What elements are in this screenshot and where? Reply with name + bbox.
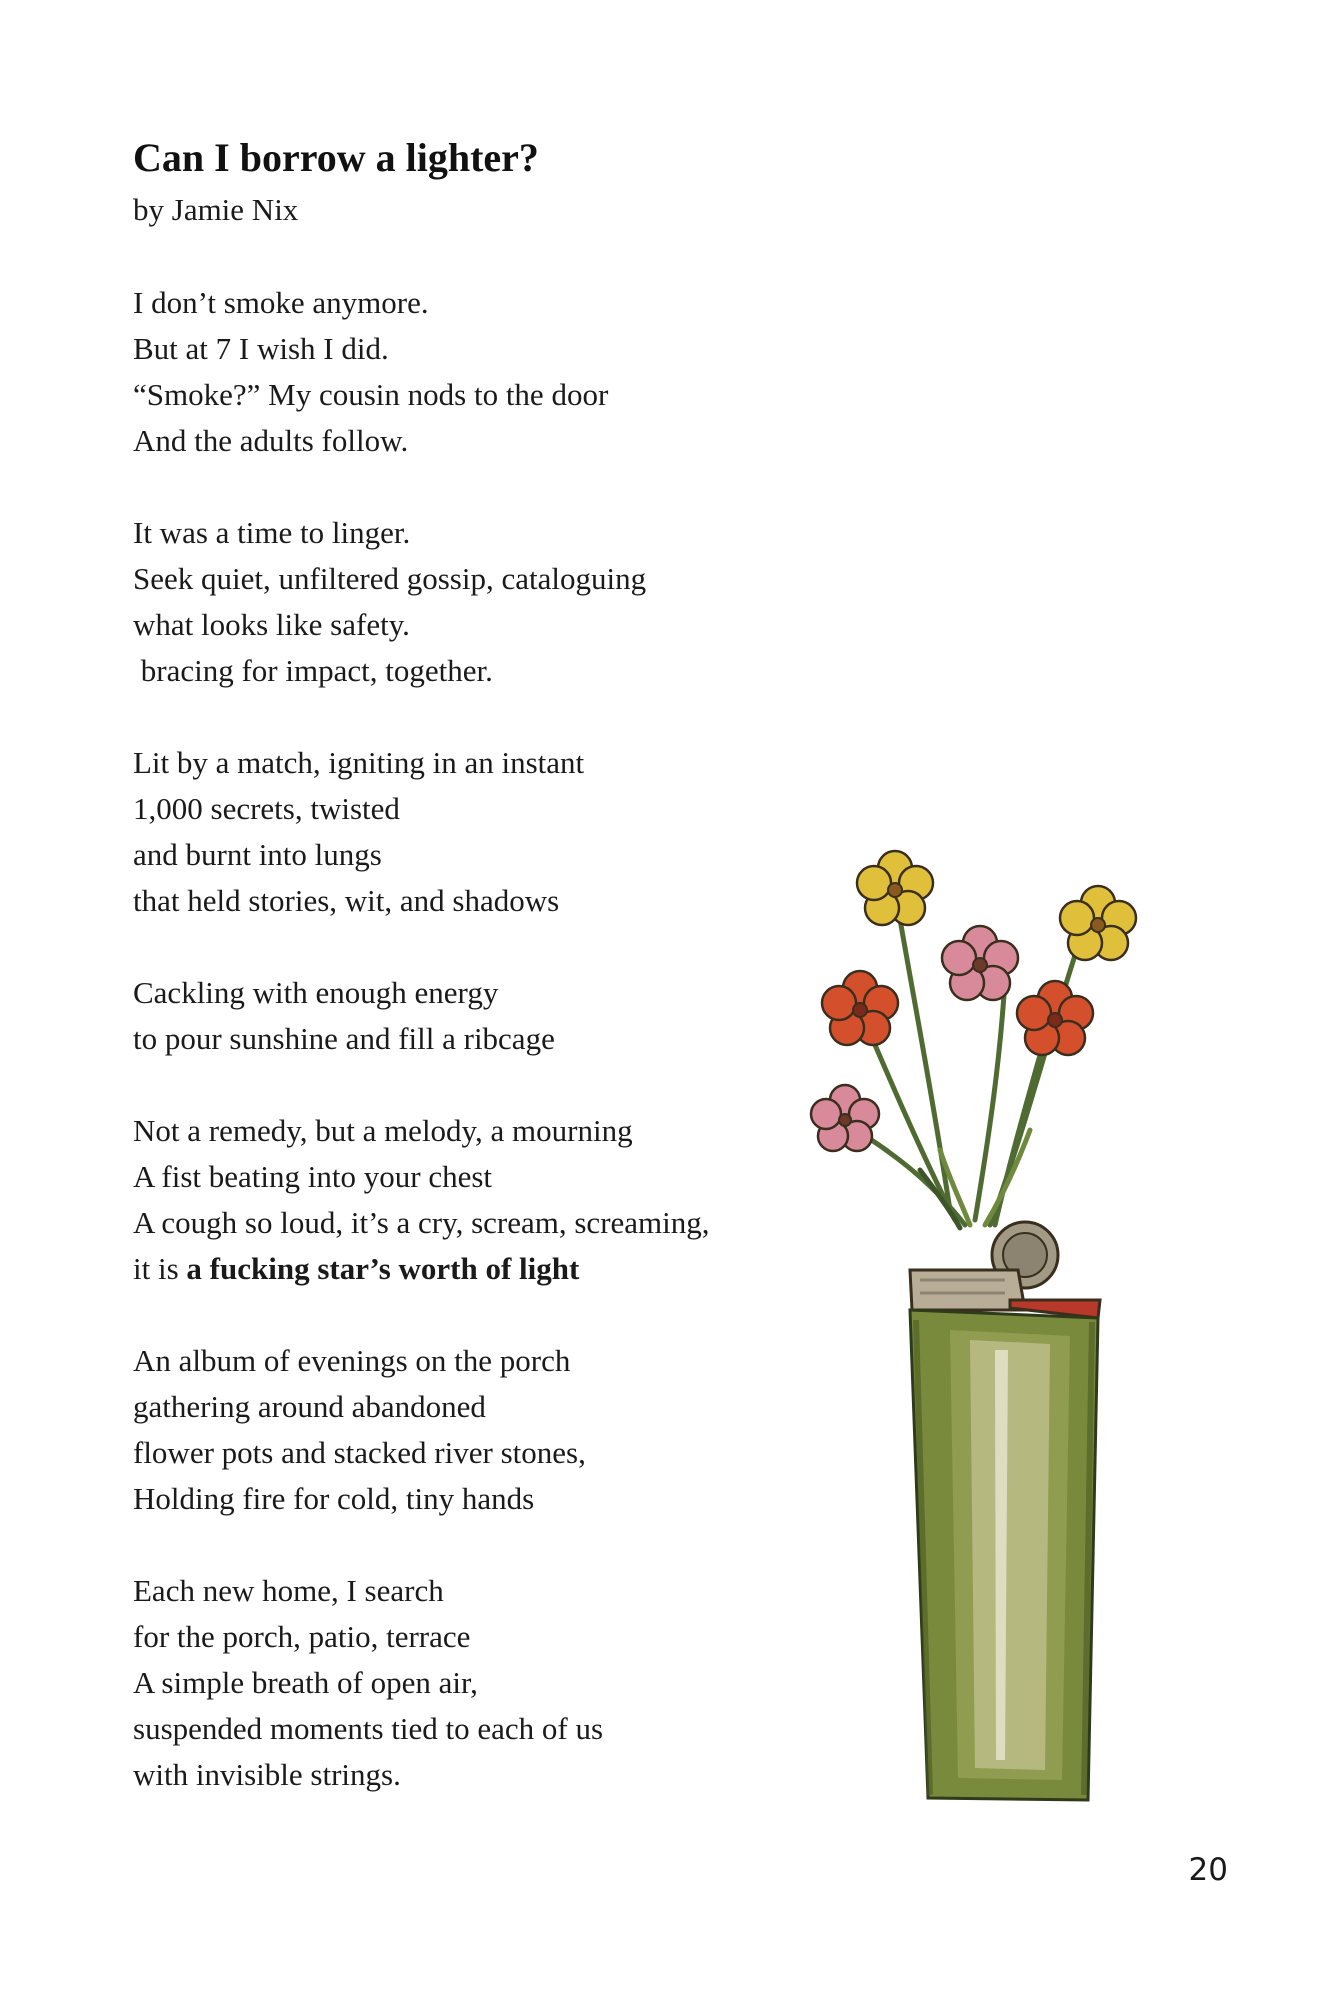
poem-line: with invisible strings. — [133, 1757, 401, 1792]
flower-red-left — [822, 971, 898, 1045]
poem-line: what looks like safety. — [133, 607, 410, 642]
stanza-6 — [133, 1338, 853, 1522]
flower-red-right — [1017, 981, 1093, 1055]
stanza-3 — [133, 740, 853, 924]
flower-pink-bottom — [811, 1085, 879, 1151]
poem — [133, 128, 853, 1844]
poem-line: to pour sunshine and fill a ribcage — [133, 1021, 555, 1056]
poem-byline: by Jamie Nix — [133, 192, 299, 227]
poem-line: Cackling with enough energy — [133, 975, 499, 1010]
poem-line: But at 7 I wish I did. — [133, 331, 389, 366]
poem-line: gathering around abandoned — [133, 1389, 486, 1424]
poem-line: and burnt into lungs — [133, 837, 382, 872]
poem-line: And the adults follow. — [133, 423, 409, 458]
poem-line: Not a remedy, but a melody, a mourning — [133, 1113, 633, 1148]
poem-line: suspended moments tied to each of us — [133, 1711, 604, 1746]
stanza-1 — [133, 280, 853, 464]
poem-line: bracing for impact, together. — [133, 653, 493, 688]
stanza-5 — [133, 1108, 853, 1292]
page-number: 20 — [1188, 1852, 1228, 1888]
poem-title: Can I borrow a lighter? — [133, 135, 539, 180]
flowers-in-lighter-illustration — [800, 830, 1180, 1830]
poem-line: for the porch, patio, terrace — [133, 1619, 471, 1654]
poem-line-with-emphasis — [133, 1246, 853, 1292]
flower-yellow-right — [1060, 886, 1136, 960]
poem-line: A simple breath of open air, — [133, 1665, 478, 1700]
poem-line: that held stories, wit, and shadows — [133, 883, 560, 918]
stanza-7 — [133, 1568, 853, 1798]
poem-line: “Smoke?” My cousin nods to the door — [133, 377, 609, 412]
poem-line: Each new home, I search — [133, 1573, 444, 1608]
lighter-icon — [910, 1222, 1100, 1800]
poem-line: A cough so loud, it’s a cry, scream, screaming, — [133, 1205, 710, 1240]
poem-line: Lit by a match, igniting in an instant — [133, 745, 585, 780]
poem-line: flower pots and stacked river stones, — [133, 1435, 586, 1470]
poem-line: A fist beating into your chest — [133, 1159, 493, 1194]
poem-line-start: it is — [133, 1251, 187, 1286]
poem-emphasis: a fucking star’s worth of light — [186, 1251, 580, 1286]
poem-line: Seek quiet, unfiltered gossip, cataloguing — [133, 561, 647, 596]
poem-line: It was a time to linger. — [133, 515, 411, 550]
poem-line: An album of evenings on the porch — [133, 1343, 571, 1378]
poem-line: I don’t smoke anymore. — [133, 285, 429, 320]
stanza-2 — [133, 510, 853, 694]
flower-yellow-top — [857, 851, 933, 925]
poem-line: 1,000 secrets, twisted — [133, 791, 400, 826]
poem-line: Holding fire for cold, tiny hands — [133, 1481, 535, 1516]
flower-pink-center — [942, 926, 1018, 1000]
stanza-4 — [133, 970, 853, 1062]
